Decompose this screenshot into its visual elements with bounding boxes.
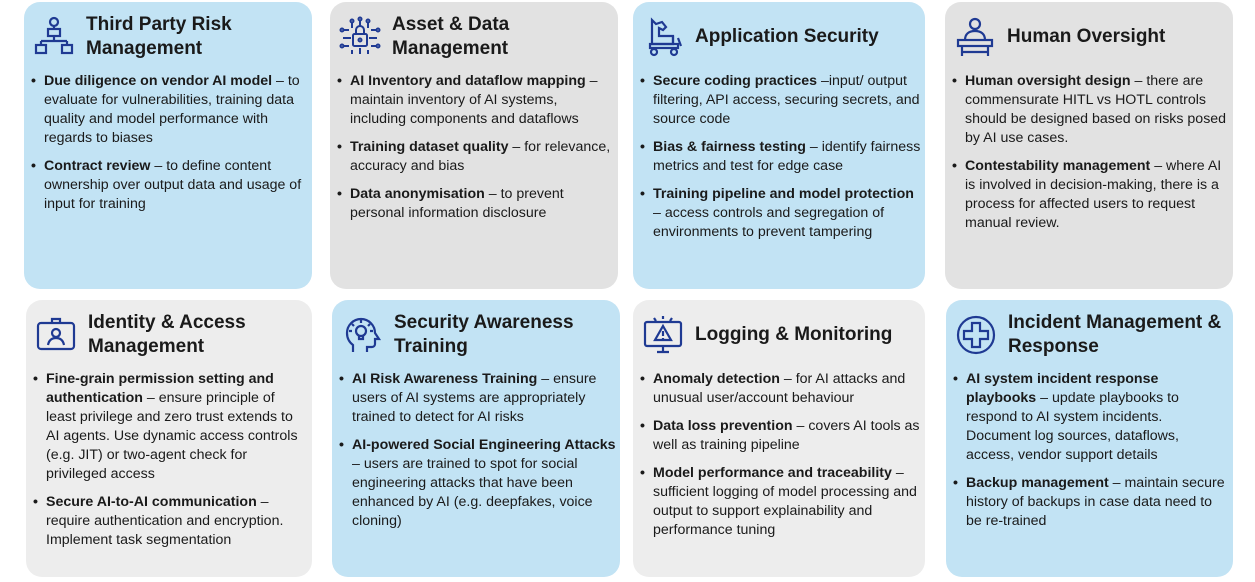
card-title: Third Party Risk Management xyxy=(86,14,232,59)
bullet-list xyxy=(952,370,1229,540)
list-item: • Contestability management – where AI is involved in decision-making, there is a process for affected users to request manual review. xyxy=(965,157,1229,233)
monitor-alert-icon xyxy=(641,313,685,357)
card-asset-data xyxy=(330,2,618,289)
org-chart-icon xyxy=(32,15,76,59)
list-item: • Model performance and traceability – sufficient logging of model processing and output to support explainability and performance tuning xyxy=(653,464,921,540)
card-security-awareness xyxy=(332,300,620,577)
card-third-party-risk xyxy=(24,2,312,289)
card-title: Application Security xyxy=(695,26,879,47)
card-title: Incident Management & Response xyxy=(1008,312,1222,357)
list-item: • Secure AI-to-AI communication – require authentication and encryption. Implement task segmentation xyxy=(46,493,308,550)
bullet-list xyxy=(30,72,308,223)
bullet-list xyxy=(338,370,616,540)
bullet-list xyxy=(32,370,308,559)
id-badge-icon xyxy=(34,313,78,357)
card-logging-monitoring xyxy=(633,300,925,577)
bullet-list xyxy=(639,370,921,549)
list-item: • Bias & fairness testing – identify fairness metrics and test for edge case xyxy=(653,138,921,176)
card-title: Logging & Monitoring xyxy=(695,324,893,345)
list-item: • Secure coding practices –input/ output filtering, API access, securing secrets, and source code xyxy=(653,72,921,129)
list-item: • Contract review – to define content ownership over output data and usage of input for training xyxy=(44,157,308,214)
medical-cross-icon xyxy=(954,313,998,357)
card-human-oversight xyxy=(945,2,1233,289)
list-item: • Training dataset quality – for relevance, accuracy and bias xyxy=(350,138,614,176)
list-item: • Data anonymisation – to prevent personal information disclosure xyxy=(350,185,614,223)
card-identity-access xyxy=(26,300,312,577)
trojan-horse-icon xyxy=(641,15,685,59)
list-item: • Anomaly detection – for AI attacks and unusual user/account behaviour xyxy=(653,370,921,408)
list-item: • AI Inventory and dataflow mapping – maintain inventory of AI systems, including components and dataflows xyxy=(350,72,614,129)
card-title: Asset & Data Management xyxy=(392,14,510,59)
circuit-lock-icon xyxy=(338,15,382,59)
person-desk-icon xyxy=(953,15,997,59)
card-application-security xyxy=(633,2,925,289)
card-title: Human Oversight xyxy=(1007,26,1166,47)
list-item: • AI Risk Awareness Training – ensure users of AI systems are appropriately trained to detect for AI risks xyxy=(352,370,616,427)
list-item: • Data loss prevention – covers AI tools as well as training pipeline xyxy=(653,417,921,455)
list-item: • Training pipeline and model protection – access controls and segregation of environments to prevent tampering xyxy=(653,185,921,242)
card-incident-management xyxy=(946,300,1233,577)
bullet-list xyxy=(639,72,921,251)
list-item: • Due diligence on vendor AI model – to evaluate for vulnerabilities, training data quality and model performance with regards to biases xyxy=(44,72,308,148)
list-item: • Human oversight design – there are commensurate HITL vs HOTL controls should be designed based on risks posed by AI use cases. xyxy=(965,72,1229,148)
card-title: Identity & Access Management xyxy=(88,312,246,357)
list-item: • AI-powered Social Engineering Attacks – users are trained to spot for social engineering attacks that have been enhanced by AI (e.g. deepfakes, voice cloning) xyxy=(352,436,616,531)
list-item: • Backup management – maintain secure history of backups in case data need to be re-trained xyxy=(966,474,1229,531)
head-lightbulb-icon xyxy=(340,313,384,357)
list-item: • AI system incident response playbooks – update playbooks to respond to AI system incidents. Document log sources, dataflows, access, vendor support details xyxy=(966,370,1229,465)
bullet-list xyxy=(336,72,614,232)
list-item: • Fine-grain permission setting and authentication – ensure principle of least privilege and zero trust extends to AI agents. Use dynamic access controls (e.g. JIT) or two-agent check for privileged access xyxy=(46,370,308,484)
bullet-list xyxy=(951,72,1229,242)
card-title: Security Awareness Training xyxy=(394,312,574,357)
